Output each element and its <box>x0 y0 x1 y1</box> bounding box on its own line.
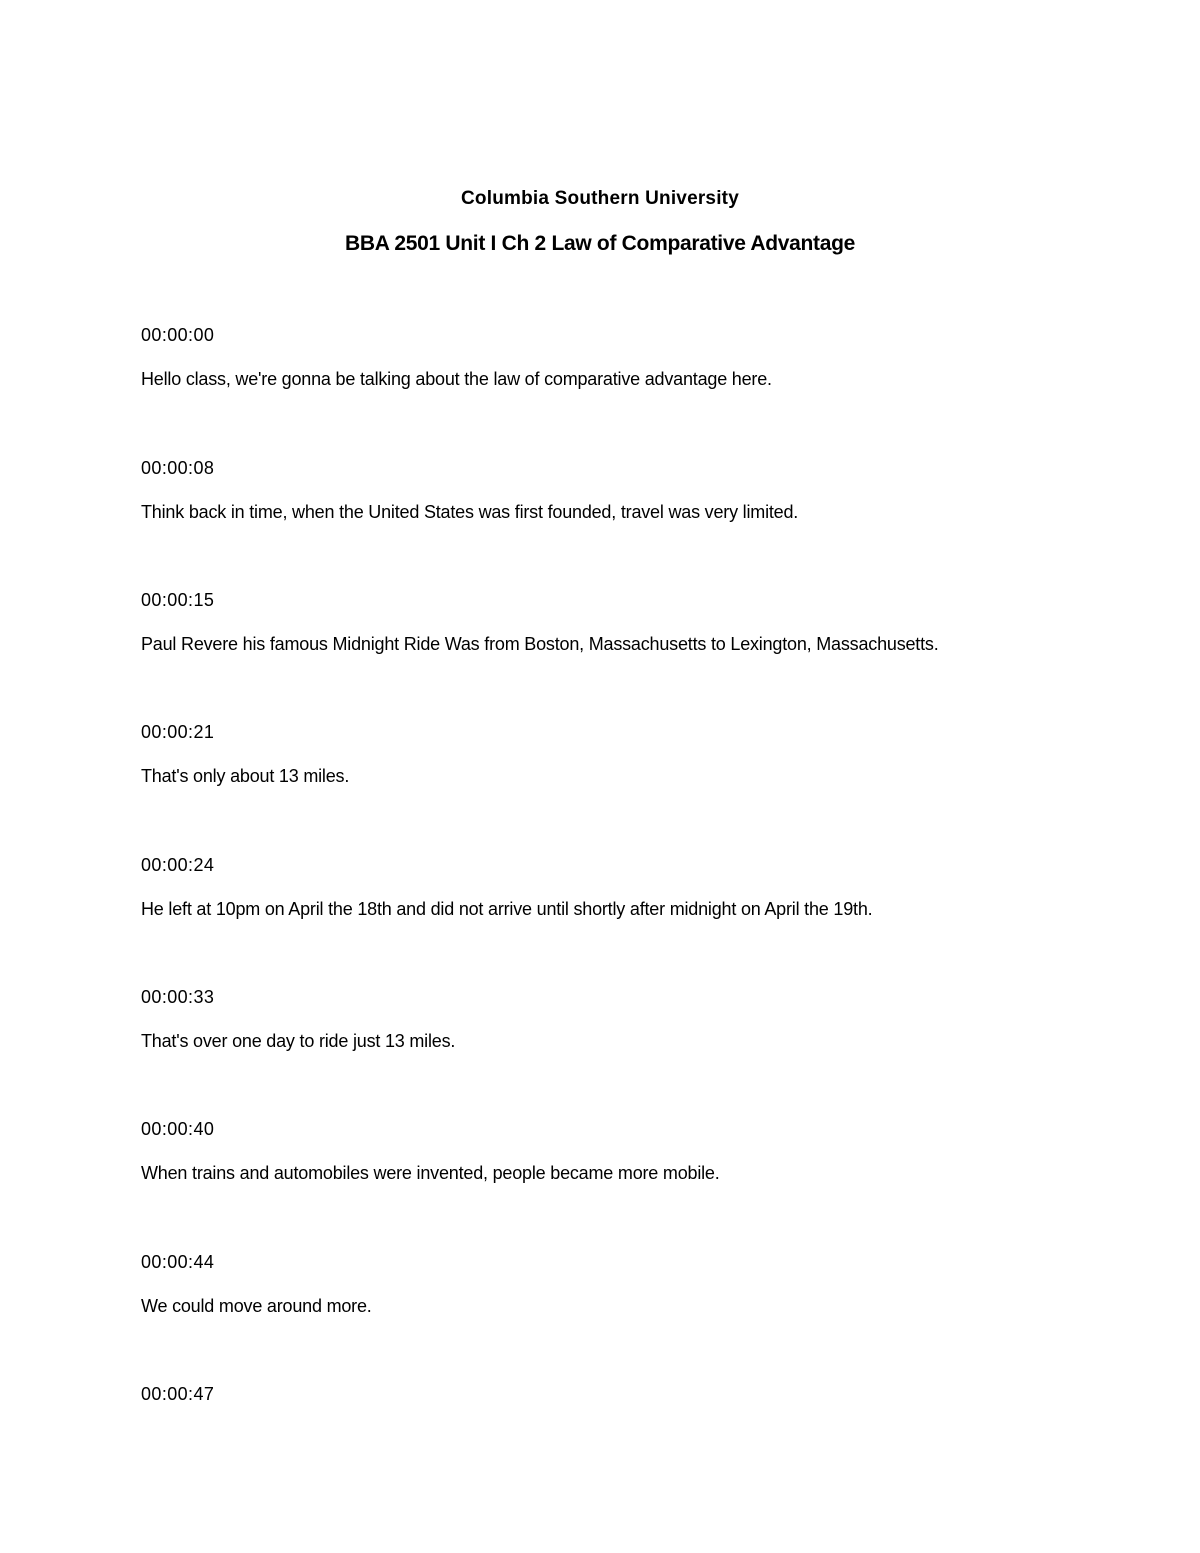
timestamp: 00:00:40 <box>141 1119 215 1139</box>
timestamp: 00:00:44 <box>141 1252 215 1272</box>
timestamp: 00:00:33 <box>141 987 215 1007</box>
institution-name: Columbia Southern University <box>461 188 739 209</box>
caption-text: Think back in time, when the United States was first founded, travel was very limited. <box>141 502 799 522</box>
timestamp: 00:00:47 <box>141 1384 215 1404</box>
timestamp: 00:00:08 <box>141 458 215 478</box>
caption-text: That's over one day to ride just 13 miles. <box>141 1031 456 1051</box>
transcript-segment <box>141 1251 1101 1317</box>
transcript-segment <box>141 589 1101 655</box>
transcript-segment <box>141 1118 1101 1184</box>
document-title: BBA 2501 Unit I Ch 2 Law of Comparative Advantage <box>344 232 856 255</box>
caption-text: Hello class, we're gonna be talking about the law of comparative advantage here. <box>141 369 772 389</box>
caption-text: That's only about 13 miles. <box>141 766 350 786</box>
caption-text: When trains and automobiles were invented, people became more mobile. <box>141 1163 720 1183</box>
timestamp: 00:00:21 <box>141 722 215 742</box>
transcript-segment <box>141 721 1101 787</box>
transcript-segment <box>141 457 1101 523</box>
timestamp: 00:00:24 <box>141 855 215 875</box>
caption-text: He left at 10pm on April the 18th and did not arrive until shortly after midnight on April the 19th. <box>141 899 873 919</box>
transcript-segment <box>141 324 1101 390</box>
transcript-segment <box>141 854 1101 920</box>
transcript-segment <box>141 986 1101 1052</box>
caption-text: Paul Revere his famous Midnight Ride Was from Boston, Massachusetts to Lexington, Massachusetts. <box>141 634 939 654</box>
timestamp: 00:00:00 <box>141 325 215 345</box>
caption-text: We could move around more. <box>141 1296 372 1316</box>
transcript-segment <box>141 1383 1101 1405</box>
timestamp: 00:00:15 <box>141 590 215 610</box>
